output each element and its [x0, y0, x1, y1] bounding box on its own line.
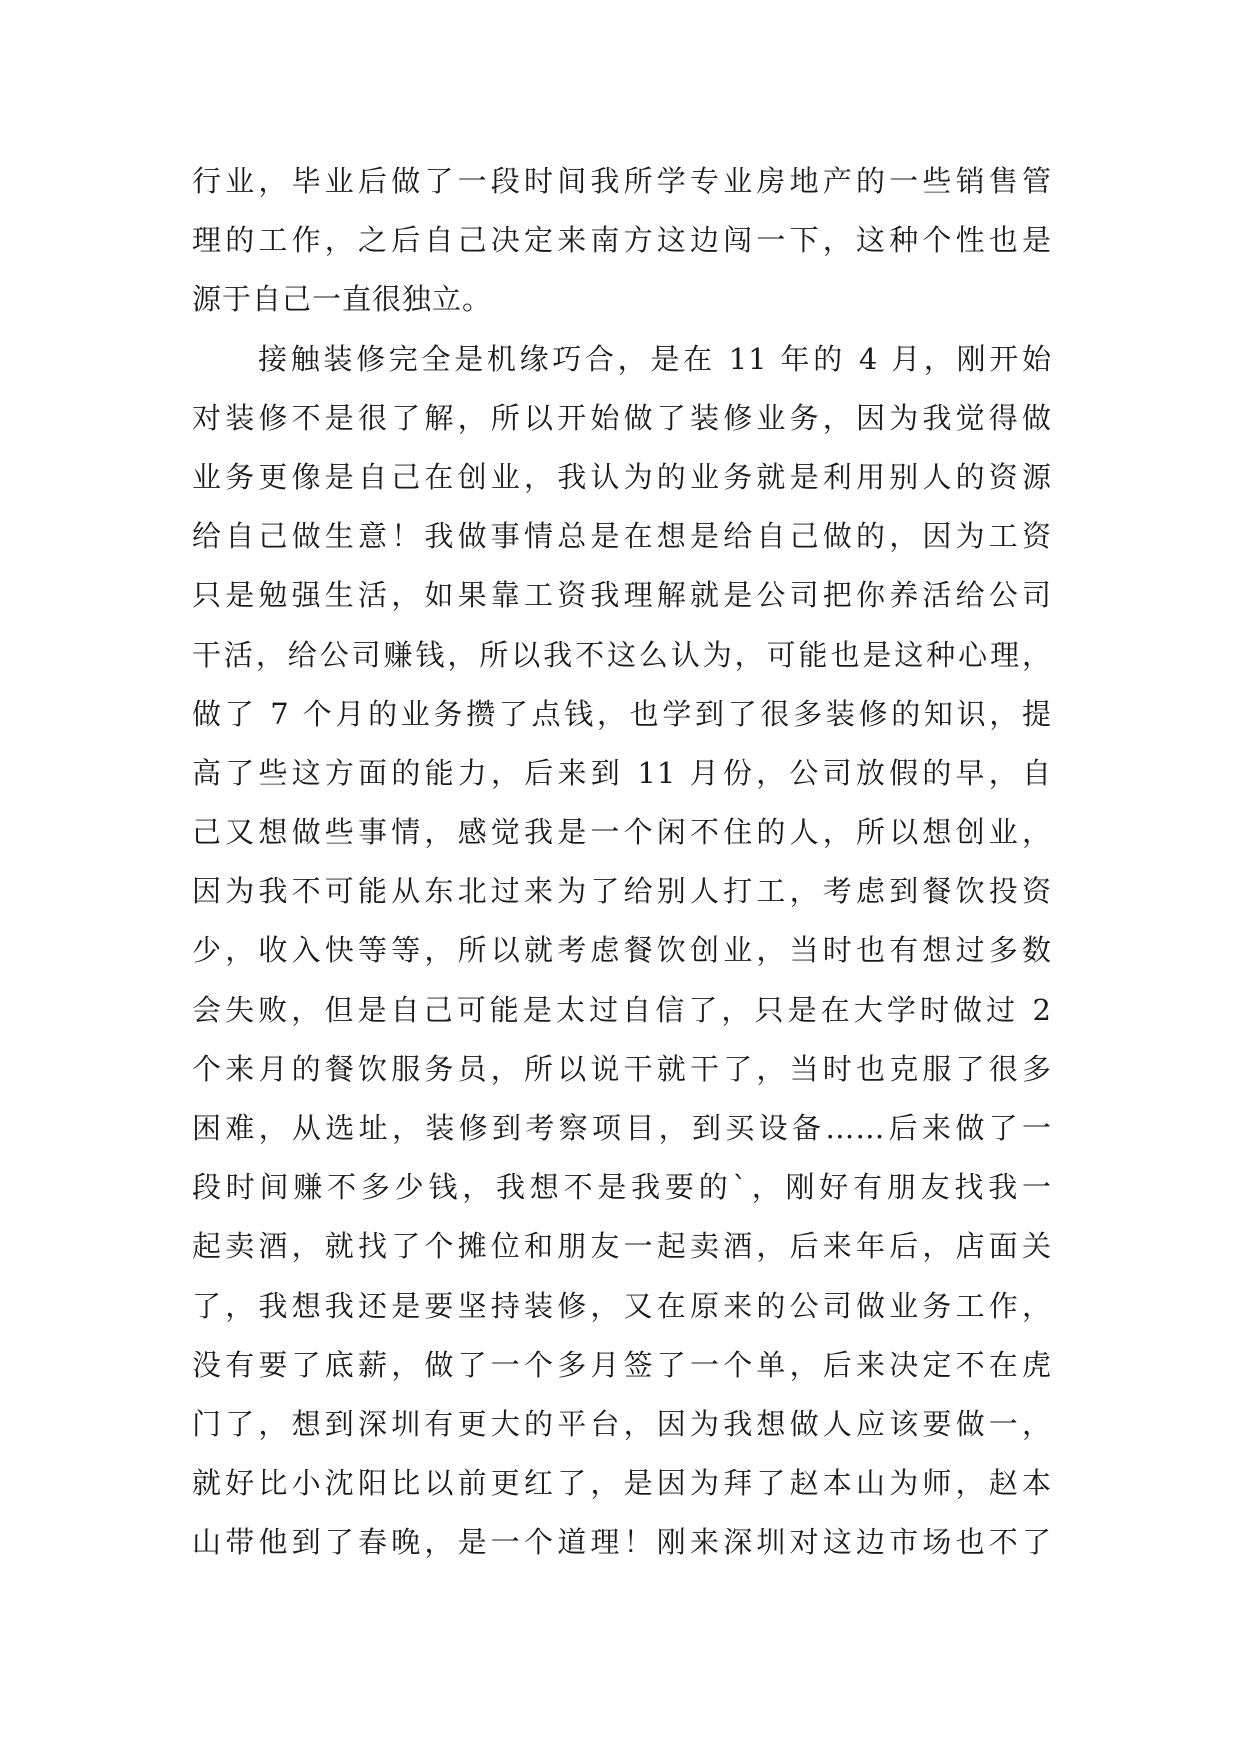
text-line: 门了，想到深圳有更大的平台，因为我想做人应该要做一，: [192, 1406, 1052, 1441]
text-line: 段时间赚不多少钱，我想不是我要的`，刚好有朋友找我一: [192, 1170, 1052, 1205]
text-line: 少，收入快等等，所以就考虑餐饮创业，当时也有想过多数: [192, 933, 1052, 968]
text-line: 了，我想我还是要坚持装修，又在原来的公司做业务工作，: [192, 1288, 1052, 1323]
text-line: 起卖酒，就找了个摊位和朋友一起卖酒，后来年后，店面关: [192, 1229, 1052, 1264]
text-line: 会失败，但是自己可能是太过自信了，只是在大学时做过 2: [192, 992, 1052, 1027]
text-line: 山带他到了春晚，是一个道理！刚来深圳对这边市场也不了: [192, 1525, 1052, 1560]
text-line: 只是勉强生活，如果靠工资我理解就是公司把你养活给公司: [192, 578, 1052, 613]
text-line: 接触装修完全是机缘巧合，是在 11 年的 4 月，刚开始: [258, 341, 1052, 376]
text-line: 干活，给公司赚钱，所以我不这么认为，可能也是这种心理，: [192, 637, 1052, 672]
paragraph-1: [192, 152, 1052, 330]
text-line: 做了 7 个月的业务攒了点钱，也学到了很多装修的知识，提: [192, 696, 1052, 731]
text-line: 没有要了底薪，做了一个多月签了一个单，后来决定不在虎: [192, 1347, 1052, 1382]
text-line: 理的工作，之后自己决定来南方这边闯一下，这种个性也是: [192, 223, 1052, 258]
text-line: 高了些这方面的能力，后来到 11 月份，公司放假的早，自: [192, 755, 1052, 790]
text-line: 己又想做些事情，感觉我是一个闲不住的人，所以想创业，: [192, 815, 1052, 850]
text-line: 困难，从选址，装修到考察项目，到买设备……后来做了一: [192, 1111, 1052, 1145]
text-line: 就好比小沈阳比以前更红了，是因为拜了赵本山为师，赵本: [192, 1466, 1052, 1501]
text-line: 业务更像是自己在创业，我认为的业务就是利用别人的资源: [192, 459, 1052, 494]
body-text: [192, 152, 1052, 1573]
text-line: 行业，毕业后做了一段时间我所学专业房地产的一些销售管: [192, 164, 1052, 198]
text-line: 因为我不可能从东北过来为了给别人打工，考虑到餐饮投资: [192, 874, 1052, 909]
text-line: 源于自己一直很独立。: [192, 282, 493, 317]
paragraph-2: [192, 330, 1052, 1573]
text-line: 对装修不是很了解，所以开始做了装修业务，因为我觉得做: [192, 400, 1052, 435]
text-line: 个来月的餐饮服务员，所以说干就干了，当时也克服了很多: [192, 1051, 1052, 1086]
text-line: 给自己做生意！我做事情总是在想是给自己做的，因为工资: [192, 519, 1052, 554]
